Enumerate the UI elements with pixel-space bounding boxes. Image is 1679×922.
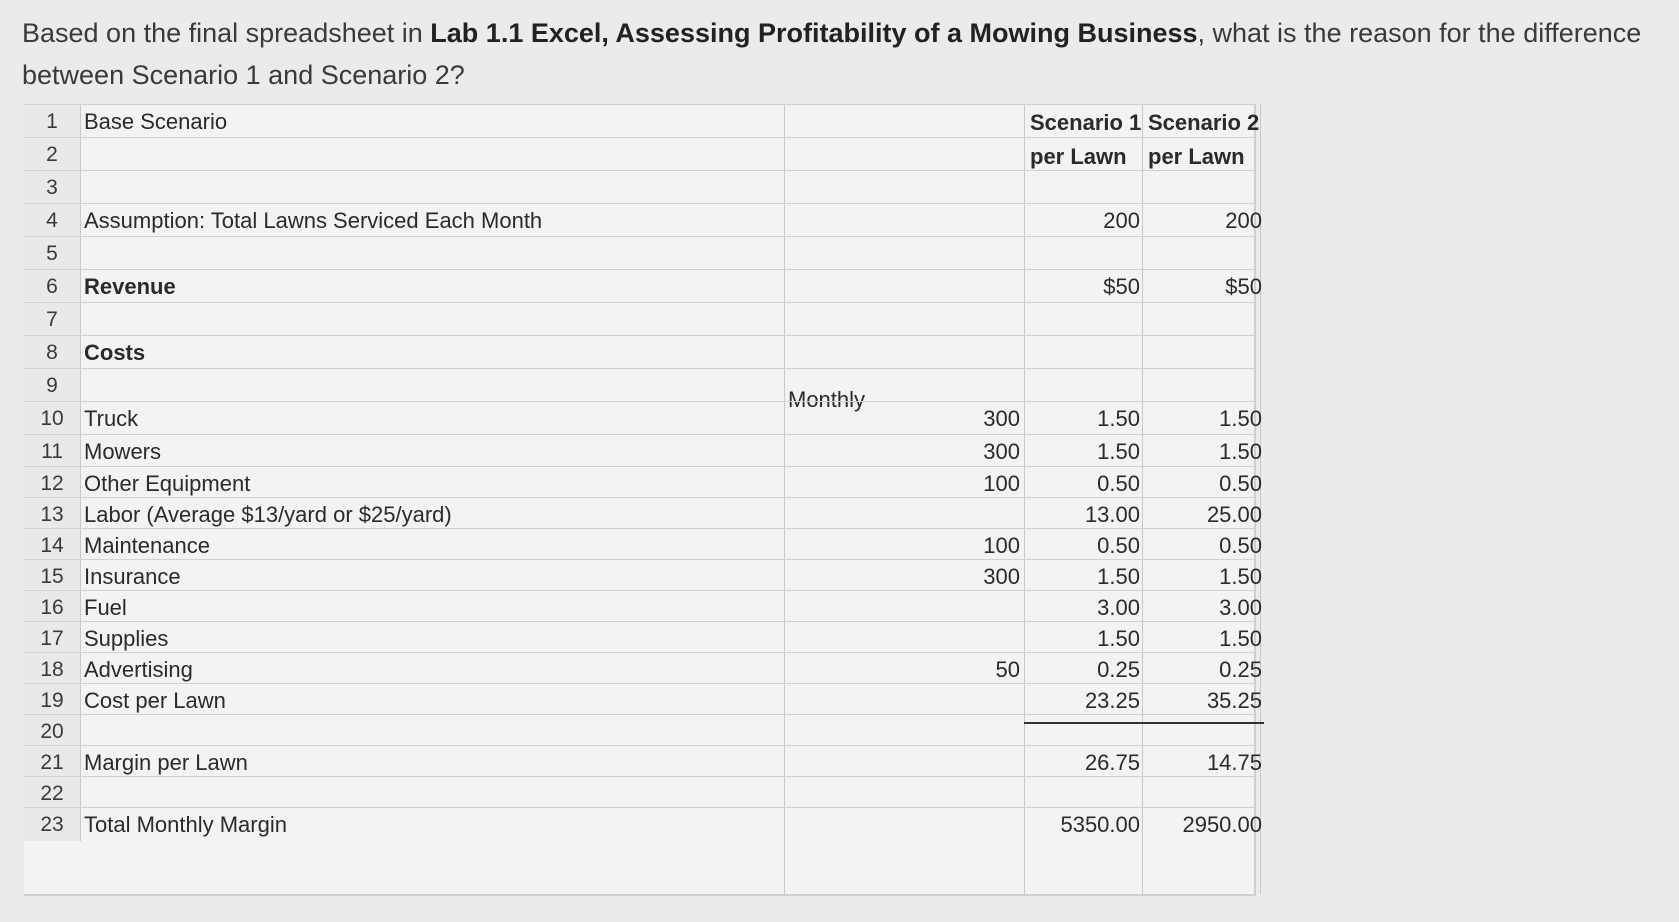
scenario2-value: 1.50 bbox=[1219, 626, 1262, 651]
question-text bbox=[22, 12, 1642, 96]
scenario2-value: 1.50 bbox=[1219, 564, 1262, 589]
row-label: Revenue bbox=[84, 274, 176, 299]
table-row bbox=[24, 368, 1254, 402]
row-number: 3 bbox=[24, 171, 81, 204]
row-number: 6 bbox=[24, 270, 81, 303]
monthly-value: 100 bbox=[983, 471, 1020, 496]
row-number: 16 bbox=[24, 591, 81, 624]
question-prefix: Based on the final spreadsheet in bbox=[22, 18, 431, 48]
row-label: Other Equipment bbox=[84, 471, 251, 496]
row-number: 23 bbox=[24, 808, 81, 841]
row-number: 1 bbox=[24, 105, 81, 138]
row-label: Total Monthly Margin bbox=[84, 812, 287, 837]
scenario1-value: 200 bbox=[1103, 208, 1140, 233]
row-number: 11 bbox=[24, 435, 81, 468]
scenario2-value: 0.25 bbox=[1219, 657, 1262, 682]
row-label: Margin per Lawn bbox=[84, 750, 248, 775]
question-suffix: , what is the reason for the difference between Scenario 1 and Scenario 2? bbox=[22, 18, 1642, 90]
scenario2-value: 0.50 bbox=[1219, 533, 1262, 558]
scenario2-value: 0.50 bbox=[1219, 471, 1262, 496]
table-row bbox=[24, 236, 1254, 270]
row-label: Supplies bbox=[84, 626, 169, 651]
row-number: 12 bbox=[24, 467, 81, 500]
row-number: 18 bbox=[24, 653, 81, 686]
row-label: Labor (Average $13/yard or $25/yard) bbox=[84, 502, 452, 527]
row-number: 22 bbox=[24, 777, 81, 810]
table-row bbox=[24, 269, 1262, 303]
row-label: Costs bbox=[84, 340, 146, 365]
row-label: Assumption: Total Lawns Serviced Each Month bbox=[84, 208, 543, 233]
scenario2-value: 14.75 bbox=[1206, 750, 1262, 775]
table-row bbox=[24, 302, 1254, 336]
table-row bbox=[24, 170, 1254, 204]
row-number: 15 bbox=[24, 560, 81, 593]
table-row bbox=[24, 559, 1262, 593]
spreadsheet-image bbox=[24, 104, 1262, 896]
table-row bbox=[24, 652, 1262, 686]
scenario1-value: 13.00 bbox=[1084, 502, 1140, 527]
row-number: 2 bbox=[24, 138, 81, 171]
row-number: 7 bbox=[24, 303, 81, 336]
scenario2-header-line1: Scenario 2 bbox=[1148, 110, 1260, 135]
scenario2-header-line2: per Lawn bbox=[1148, 144, 1245, 169]
scenario1-value: 1.50 bbox=[1097, 564, 1140, 589]
table-row bbox=[24, 497, 1262, 531]
table-row bbox=[24, 434, 1262, 468]
scenario1-value: 0.50 bbox=[1097, 471, 1140, 496]
scenario1-value: 1.50 bbox=[1097, 439, 1140, 464]
row-number: 21 bbox=[24, 746, 81, 779]
table-row bbox=[24, 590, 1262, 624]
table-row bbox=[24, 466, 1262, 500]
scenario1-value: 0.25 bbox=[1097, 657, 1140, 682]
scenario2-value: 35.25 bbox=[1206, 688, 1262, 713]
scenario2-value: $50 bbox=[1225, 274, 1262, 299]
row-label: Truck bbox=[84, 406, 139, 431]
table-row bbox=[24, 745, 1262, 779]
scenario1-header-line2: per Lawn bbox=[1030, 144, 1127, 169]
table-row bbox=[24, 335, 1254, 369]
scenario1-value: $50 bbox=[1103, 274, 1140, 299]
monthly-column-label: Monthly bbox=[788, 387, 866, 412]
row-number: 20 bbox=[24, 715, 81, 748]
scenario1-value: 0.50 bbox=[1097, 533, 1140, 558]
scenario1-header-line1: Scenario 1 bbox=[1030, 110, 1142, 135]
row-label: Cost per Lawn bbox=[84, 688, 226, 713]
monthly-value: 300 bbox=[983, 406, 1020, 431]
scenario2-value: 25.00 bbox=[1206, 502, 1262, 527]
scenario1-value: 26.75 bbox=[1084, 750, 1140, 775]
scenario1-value: 23.25 bbox=[1084, 688, 1140, 713]
row-label: Advertising bbox=[84, 657, 193, 682]
monthly-value: 300 bbox=[983, 439, 1020, 464]
scenario2-value: 200 bbox=[1225, 208, 1262, 233]
row-label: Fuel bbox=[84, 595, 127, 620]
row-number: 8 bbox=[24, 336, 81, 369]
table-row bbox=[24, 621, 1262, 655]
row-label: Insurance bbox=[84, 564, 181, 589]
scenario1-value: 1.50 bbox=[1097, 626, 1140, 651]
row-label: Mowers bbox=[84, 439, 162, 464]
table-row bbox=[24, 528, 1262, 562]
table-row bbox=[24, 401, 1262, 435]
scenario1-value: 5350.00 bbox=[1060, 812, 1140, 837]
row-number: 10 bbox=[24, 402, 81, 435]
row-number: 19 bbox=[24, 684, 81, 717]
row-label: Base Scenario bbox=[84, 109, 228, 134]
row-number: 4 bbox=[24, 204, 81, 237]
scenario2-value: 2950.00 bbox=[1182, 812, 1262, 837]
question-lab-title: Lab 1.1 Excel, Assessing Profitability of a Mowing Business bbox=[430, 18, 1198, 48]
monthly-value: 50 bbox=[995, 657, 1020, 682]
table-row bbox=[24, 104, 1254, 138]
scenario1-value: 1.50 bbox=[1097, 406, 1140, 431]
table-row bbox=[24, 683, 1262, 717]
table-row bbox=[24, 203, 1262, 237]
monthly-value: 100 bbox=[983, 533, 1020, 558]
table-row bbox=[24, 714, 1254, 748]
scenario1-value: 3.00 bbox=[1097, 595, 1140, 620]
table-row bbox=[24, 807, 1262, 841]
row-number: 13 bbox=[24, 498, 81, 531]
row-label: Maintenance bbox=[84, 533, 210, 558]
scenario2-value: 3.00 bbox=[1219, 595, 1262, 620]
row-number: 5 bbox=[24, 237, 81, 270]
table-row bbox=[24, 137, 1254, 171]
row-number: 14 bbox=[24, 529, 81, 562]
scenario2-value: 1.50 bbox=[1219, 406, 1262, 431]
table-row bbox=[24, 776, 1254, 810]
row-number: 9 bbox=[24, 369, 81, 402]
monthly-value: 300 bbox=[983, 564, 1020, 589]
scenario2-value: 1.50 bbox=[1219, 439, 1262, 464]
row-number: 17 bbox=[24, 622, 81, 655]
